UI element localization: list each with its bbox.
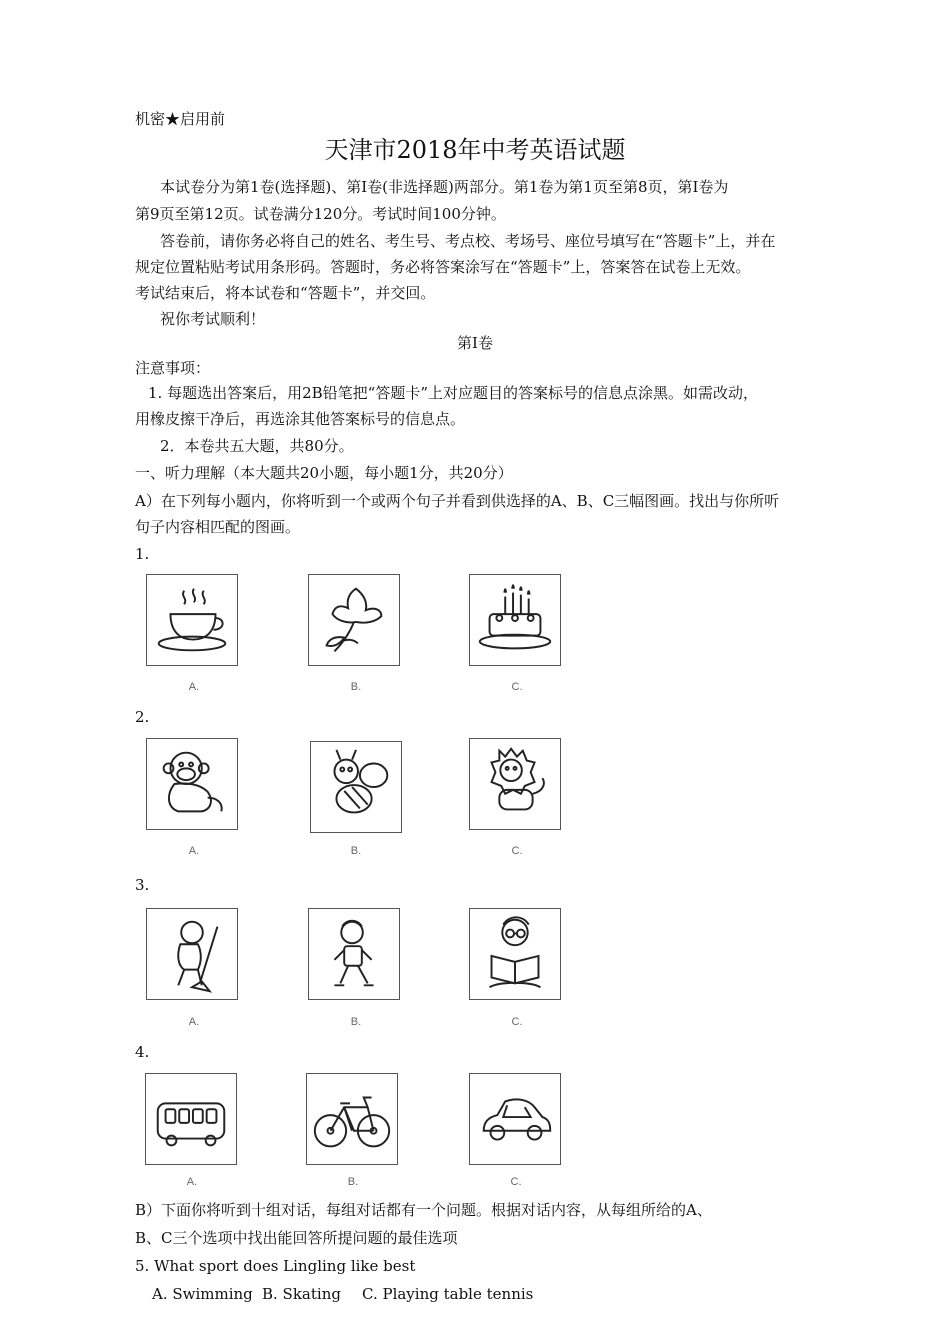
option-label: C. [511,845,523,857]
coffee-cup-icon [146,574,238,666]
option-label: A. [188,681,200,693]
section-heading: 一、听力理解（本大题共20小题，每小题1分，共20分） [135,464,513,482]
notes-heading: 注意事项： [135,359,211,377]
part-b-instruction: B）下面你将听到十组对话，每组对话都有一个问题。根据对话内容，从每组所给的A、 [135,1201,712,1219]
question-number: 2. [135,708,150,726]
part-a-instruction: A）在下列每小题内，你将听到一个或两个句子并看到供选择的A、B、C三幅图画。找出与你所听 [135,492,780,510]
bus-icon [145,1073,237,1165]
intro-line: 答卷前，请你务必将自己的姓名、考生号、考点校、考场号、座位号填写在“答题卡”上，并在 [160,232,776,250]
answer-option: A. Swimming [152,1285,253,1303]
intro-line: 考试结束后，将本试卷和“答题卡”，并交回。 [135,284,436,302]
option-label: A. [186,1176,198,1188]
option-label: C. [511,681,523,693]
bicycle-icon [306,1073,398,1165]
note-line: 2．本卷共五大题，共80分。 [160,437,354,455]
flower-icon [308,574,400,666]
intro-line: 第9页至第12页。试卷满分120分。考试时间100分钟。 [135,205,506,223]
bee-icon [310,741,402,833]
question-number: 4. [135,1043,150,1061]
part-b-instruction: B、C三个选项中找出能回答所提问题的最佳选项 [135,1229,458,1247]
note-line: 1. 每题选出答案后，用2B铅笔把“答题卡”上对应题目的答案标号的信息点涂黑。如需改动， [148,384,758,402]
answer-option: C. Playing table tennis [362,1285,534,1303]
option-label: A. [188,845,200,857]
option-label: B. [350,1016,362,1028]
reading-boy-icon [469,908,561,1000]
confidential-mark: 机密★启用前 [135,110,226,128]
note-line: 用橡皮擦干净后，再选涂其他答案标号的信息点。 [135,410,466,428]
walking-boy-icon [308,908,400,1000]
question-number: 1. [135,545,150,563]
option-label: C. [511,1016,523,1028]
option-label: A. [188,1016,200,1028]
intro-line: 本试卷分为第1卷(选择题)、第I卷(非选择题)两部分。第1卷为第1页至第8页，第I卷为 [160,178,729,196]
option-label: B. [347,1176,359,1188]
volume-heading: 第Ⅰ卷 [457,334,493,352]
question-number: 3. [135,876,150,894]
sweeping-boy-icon [146,908,238,1000]
monkey-icon [146,738,238,830]
option-label: C. [510,1176,522,1188]
good-luck-line: 祝你考试顺利！ [160,310,266,328]
birthday-cake-icon [469,574,561,666]
part-a-instruction: 句子内容相匹配的图画。 [135,518,301,536]
question-5-stem: 5. What sport does Lingling like best [135,1257,416,1275]
answer-option: B. Skating [262,1285,341,1303]
car-icon [469,1073,561,1165]
lion-icon [469,738,561,830]
intro-line: 规定位置粘贴考试用条形码。答题时，务必将答案涂写在“答题卡”上，答案答在试卷上无效。 [135,258,751,276]
page-title: 天津市2018年中考英语试题 [324,136,626,164]
option-label: B. [350,845,362,857]
option-label: B. [350,681,362,693]
